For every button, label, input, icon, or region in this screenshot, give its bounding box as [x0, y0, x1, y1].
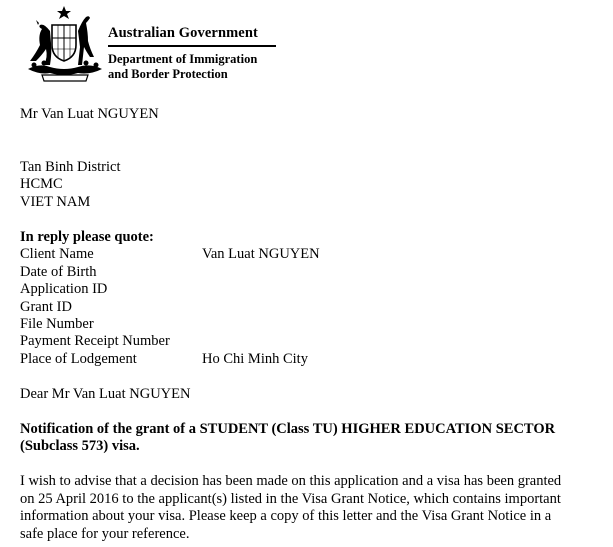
ref-label-application-id: Application ID	[20, 281, 108, 298]
ref-label-place-of-lodgement: Place of Lodgement	[20, 350, 137, 367]
letterhead-divider	[108, 45, 276, 47]
letterhead-text	[108, 25, 276, 82]
ref-value-place-of-lodgement: Ho Chi Minh City	[202, 350, 308, 367]
salutation: Dear Mr Van Luat NGUYEN	[20, 386, 191, 402]
ref-label-file-number: File Number	[20, 316, 94, 332]
recipient-name: Mr Van Luat NGUYEN	[20, 106, 159, 122]
letterhead	[20, 5, 320, 83]
ref-label-payment-receipt-number: Payment Receipt Number	[20, 333, 170, 350]
body-line-2: on 25 April 2016 to the applicant(s) listed in the Visa Grant Notice, which contains important	[20, 490, 561, 507]
body-line-1: I wish to advise that a decision has been made on this application and a visa has been granted	[20, 473, 562, 489]
subject-line-2: (Subclass 573) visa.	[20, 438, 140, 455]
ref-label-grant-id: Grant ID	[20, 298, 72, 315]
ref-value-client-name: Van Luat NGUYEN	[202, 246, 320, 263]
government-title: Australian Government	[108, 25, 258, 41]
address-line-3: VIET NAM	[20, 193, 91, 210]
department-name-line-1: Department of Immigration	[108, 51, 258, 66]
address-line-2: HCMC	[20, 176, 63, 193]
ref-label-client-name: Client Name	[20, 246, 94, 263]
subject-line-1: Notification of the grant of a STUDENT (Class TU) HIGHER EDUCATION SECTOR	[20, 421, 556, 437]
body-line-3: information about your visa. Please keep a copy of this letter and the Visa Grant Notice in a	[20, 508, 552, 525]
body-line-4: safe place for your reference.	[20, 525, 190, 542]
ref-label-date-of-birth: Date of Birth	[20, 263, 97, 280]
address-line-1: Tan Binh District	[20, 159, 121, 175]
reference-heading: In reply please quote:	[20, 229, 154, 245]
department-name-line-2: and Border Protection	[108, 66, 228, 81]
australian-coat-of-arms-icon	[20, 5, 110, 83]
